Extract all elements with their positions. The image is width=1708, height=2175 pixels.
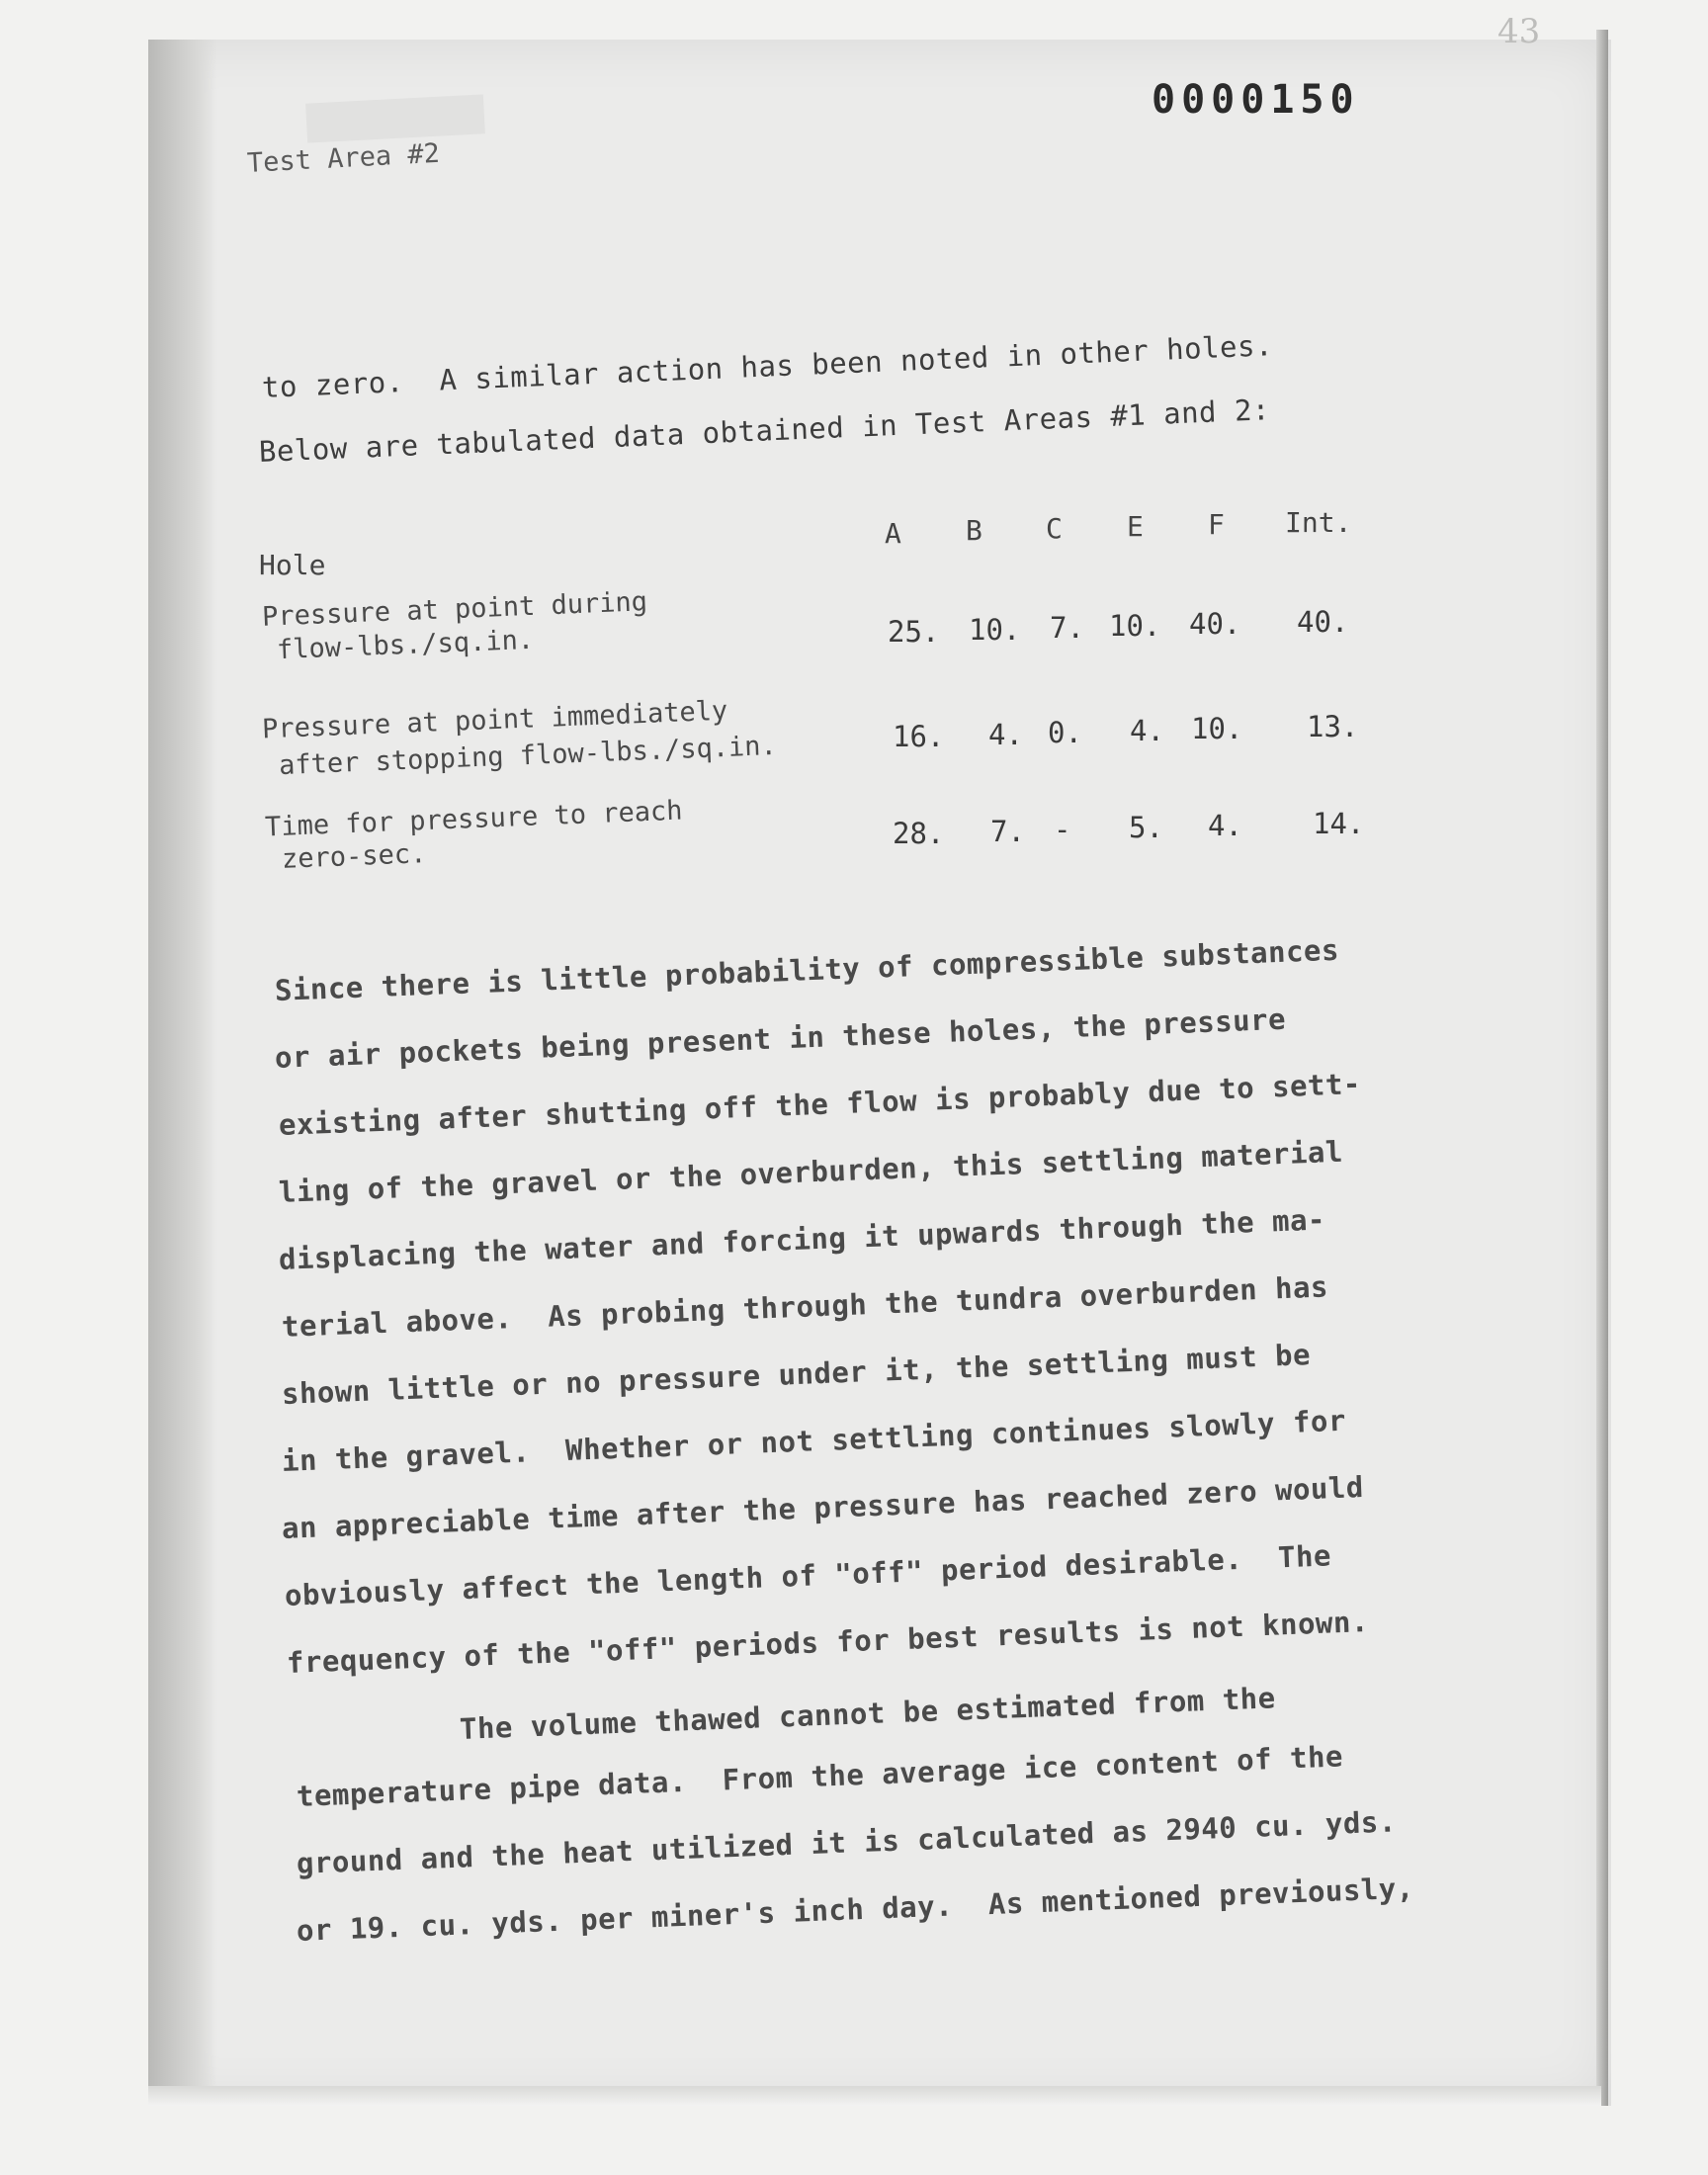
body-line: displacing the water and forcing it upwards through the ma- xyxy=(278,1202,1326,1276)
body-line: in the gravel. Whether or not settling continues slowly for xyxy=(281,1403,1347,1478)
column-header-a: A xyxy=(885,517,901,550)
body-line: existing after shutting off the flow is probably due to sett- xyxy=(278,1066,1362,1142)
table-cell: 14. xyxy=(1313,807,1365,840)
row-label: Time for pressure to reach xyxy=(264,795,684,843)
body-line: ling of the gravel or the overburden, this settling material xyxy=(278,1134,1344,1209)
column-header-c: C xyxy=(1046,512,1063,545)
column-header-f: F xyxy=(1208,508,1225,541)
table-cell: 4. xyxy=(988,718,1023,751)
body-line: shown little or no pressure under it, the settling must be xyxy=(281,1338,1312,1411)
table-cell: 0. xyxy=(1048,716,1082,749)
row-label: Pressure at point during xyxy=(261,586,648,633)
table-cell: 40. xyxy=(1297,605,1349,639)
table-cell: 7. xyxy=(1050,611,1084,645)
table-cell: 10. xyxy=(1109,609,1161,643)
table-cell: 28. xyxy=(893,817,945,850)
table-cell: 4. xyxy=(1208,809,1242,842)
row-label: after stopping flow-lbs./sq.in. xyxy=(278,730,778,782)
column-header-e: E xyxy=(1127,510,1144,543)
body-line: frequency of the "off" periods for best results is not known. xyxy=(286,1604,1370,1680)
table-cell: 5. xyxy=(1129,811,1163,844)
table-cell: 7. xyxy=(990,815,1025,848)
column-header-b: B xyxy=(966,514,982,547)
table-cell: 40. xyxy=(1189,607,1241,641)
body-line: obviously affect the length of "off" period desirable. The xyxy=(284,1538,1332,1612)
body-line: terial above. As probing through the tundra overburden has xyxy=(281,1269,1329,1344)
page-right-border xyxy=(1596,30,1608,2106)
page-bottom-border xyxy=(148,2086,1601,2106)
row-label: zero-sec. xyxy=(281,838,427,875)
table-cell: 25. xyxy=(888,615,940,649)
document-number: 0000150 xyxy=(1152,77,1360,123)
row-label: Pressure at point immediately xyxy=(261,695,728,745)
column-header-int: Int. xyxy=(1285,506,1352,539)
intro-line: to zero. A similar action has been noted in other holes. xyxy=(261,328,1274,404)
table-cell: 10. xyxy=(969,613,1021,647)
table-cell: 10. xyxy=(1191,712,1243,745)
body-line: or 19. cu. yds. per miner's inch day. As mentioned previously, xyxy=(296,1870,1415,1948)
test-area-heading: Test Area #2 xyxy=(246,137,441,179)
intro-line: Below are tabulated data obtained in Test Areas #1 and 2: xyxy=(258,392,1271,469)
binding-shadow xyxy=(148,40,217,2106)
body-line: Since there is little probability of compressible substances xyxy=(274,932,1340,1007)
body-line: an appreciable time after the pressure has reached zero would xyxy=(281,1469,1365,1545)
row-header-hole: Hole xyxy=(259,549,326,581)
body-line: or air pockets being present in these holes, the pressure xyxy=(274,1001,1287,1075)
table-cell: 13. xyxy=(1307,710,1359,743)
body-line: ground and the heat utilized it is calculated as 2940 cu. yds. xyxy=(296,1804,1398,1880)
table-cell: - xyxy=(1054,813,1071,846)
table-cell: 4. xyxy=(1130,714,1164,747)
body-line: temperature pipe data. From the average ice content of the xyxy=(296,1739,1344,1813)
row-label: flow-lbs./sq.in. xyxy=(276,624,535,666)
page-number: 43 xyxy=(1497,12,1541,51)
table-cell: 16. xyxy=(893,720,945,753)
body-line: The volume thawed cannot be estimated from the xyxy=(459,1681,1277,1746)
